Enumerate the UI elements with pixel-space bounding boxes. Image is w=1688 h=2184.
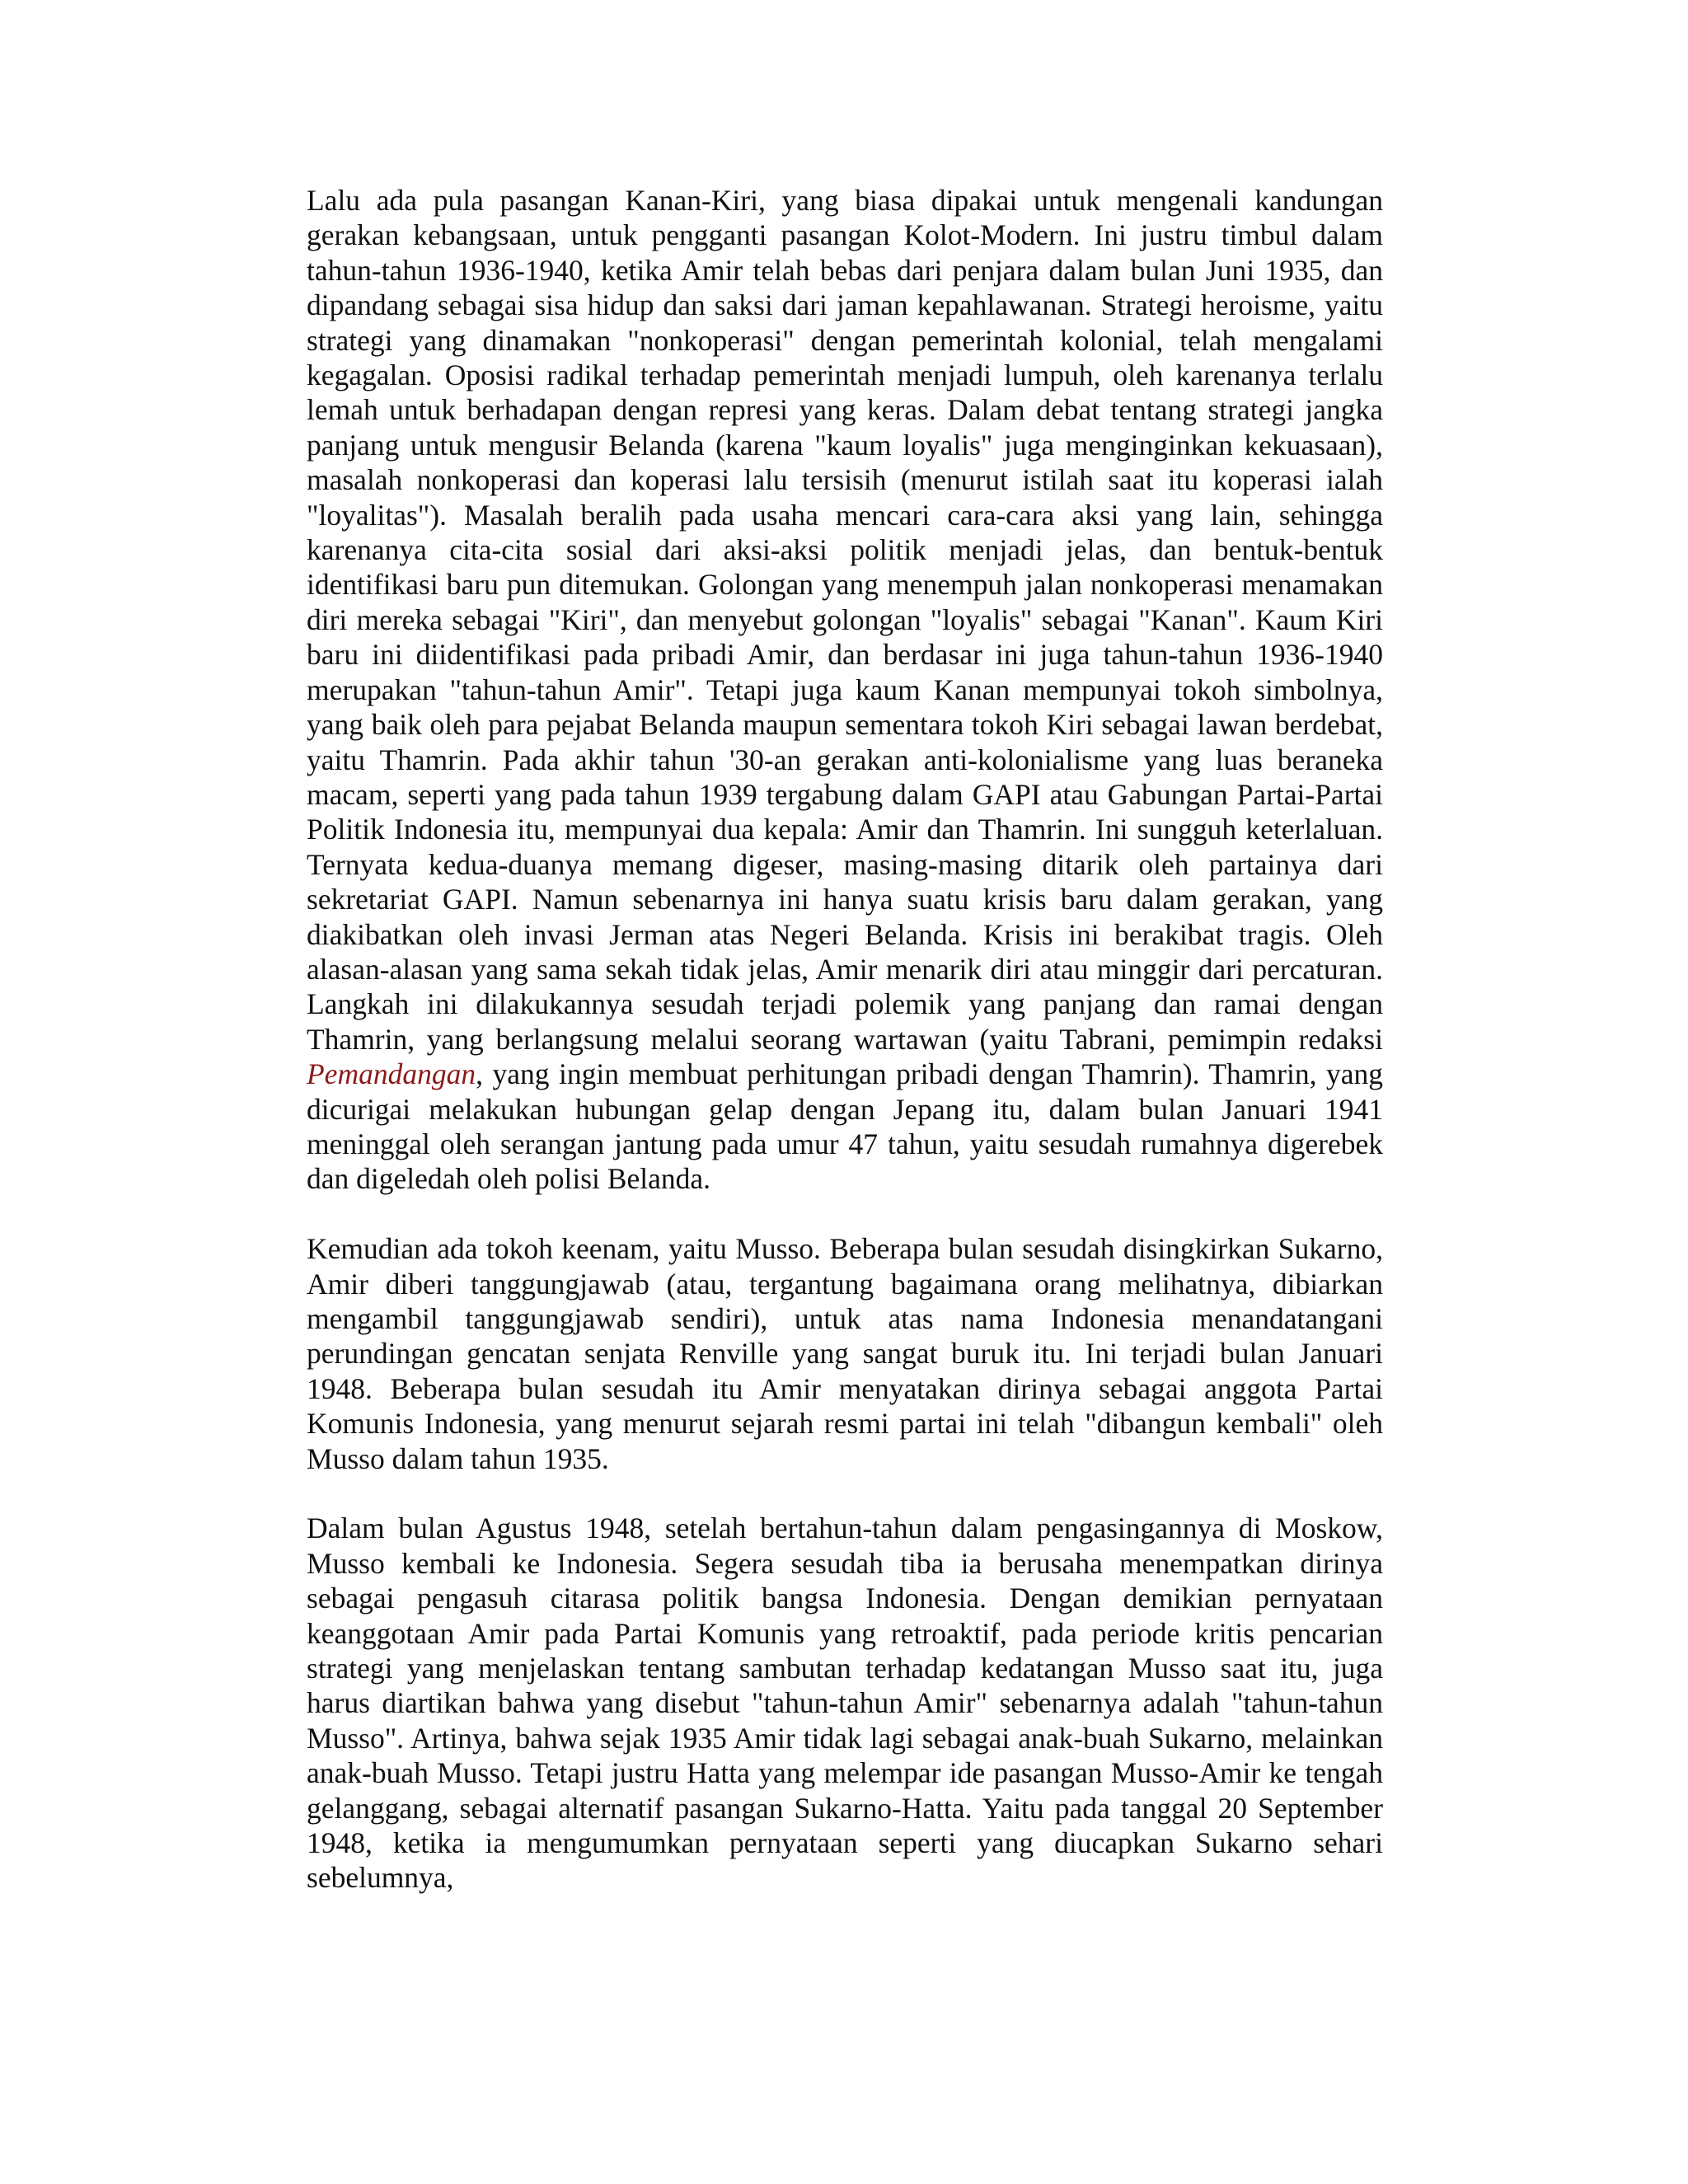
paragraph-1-text-end: , yang ingin membuat perhitungan pribadi dengan Thamrin). Thamrin, yang dicurigai melakukan hubungan gelap dengan Jepang itu, dalam bulan Januari 1941 meninggal oleh serangan jantung pada umur 47 tahun, yaitu sesudah rumahnya digerebek dan digeledah oleh polisi Belanda. xyxy=(307,1057,1383,1196)
paragraph-1-text-start: Lalu ada pula pasangan Kanan-Kiri, yang biasa dipakai untuk mengenali kandungan gerakan kebangsaan, untuk pengganti pasangan Kolot-Modern. Ini justru timbul dalam tahun-tahun 1936-1940, ketika Amir telah bebas dari penjara dalam bulan Juni 1935, dan dipandang sebagai sisa hidup dan saksi dari jaman kepahlawanan. Strategi heroisme, yaitu strategi yang dinamakan "nonkoperasi" dengan pemerintah kolonial, telah mengalami kegagalan. Oposisi radikal terhadap pemerintah menjadi lumpuh, oleh karenanya terlalu lemah untuk berhadapan dengan represi yang keras. Dalam debat tentang strategi jangka panjang untuk mengusir Belanda (karena "kaum loyalis" juga menginginkan kekuasaan), masalah nonkoperasi dan koperasi lalu tersisih (menurut istilah saat itu koperasi ialah "loyalitas"). Masalah beralih pada usaha mencari cara-cara aksi yang lain, sehingga karenanya cita-cita sosial dari aksi-aksi politik menjadi jelas, dan bentuk-bentuk identifikasi baru pun ditemukan. Golongan yang menempuh jalan nonkoperasi menamakan diri mereka sebagai "Kiri", dan menyebut golongan "loyalis" sebagai "Kanan". Kaum Kiri baru ini diidentifikasi pada pribadi Amir, dan berdasar ini juga tahun-tahun 1936-1940 merupakan "tahun-tahun Amir". Tetapi juga kaum Kanan mempunyai tokoh simbolnya, yang baik oleh para pejabat Belanda maupun sementara tokoh Kiri sebagai lawan berdebat, yaitu Thamrin. Pada akhir tahun '30-an gerakan anti-kolonialisme yang luas beraneka macam, seperti yang pada tahun 1939 tergabung dalam GAPI atau Gabungan Partai-Partai Politik Indonesia itu, mempunyai dua kepala: Amir dan Thamrin. Ini sungguh keterlaluan. Ternyata kedua-duanya memang digeser, masing-masing ditarik oleh partainya dari sekretariat GAPI. Namun sebenarnya ini hanya suatu krisis baru dalam gerakan, yang diakibatkan oleh invasi Jerman atas Negeri Belanda. Krisis ini berakibat tragis. Oleh alasan-alasan yang sama sekah tidak jelas, Amir menarik diri atau minggir dari percaturan. Langkah ini dilakukannya sesudah terjadi polemik yang panjang dan ramai dengan Thamrin, yang berlangsung melalui seorang wartawan (yaitu Tabrani, pemimpin redaksi xyxy=(307,184,1383,1056)
document-page xyxy=(307,183,1383,1930)
paragraph-kanan-kiri xyxy=(307,183,1383,1197)
publication-name-pemandangan: Pemandangan xyxy=(307,1057,476,1091)
paragraph-musso-return: Dalam bulan Agustus 1948, setelah bertahun-tahun dalam pengasingannya di Moskow, Musso kembali ke Indonesia. Segera sesudah tiba ia berusaha menempatkan dirinya sebagai pengasuh citarasa politik bangsa Indonesia. Dengan demikian pernyataan keanggotaan Amir pada Partai Komunis yang retroaktif, pada periode kritis pencarian strategi yang menjelaskan tentang sambutan terhadap kedatangan Musso saat itu, juga harus diartikan bahwa yang disebut "tahun-tahun Amir" sebenarnya adalah "tahun-tahun Musso". Artinya, bahwa sejak 1935 Amir tidak lagi sebagai anak-buah Sukarno, melainkan anak-buah Musso. Tetapi justru Hatta yang melempar ide pasangan Musso-Amir ke tengah gelanggang, sebagai alternatif pasangan Sukarno-Hatta. Yaitu pada tanggal 20 September 1948, ketika ia mengumumkan pernyataan seperti yang diucapkan Sukarno sehari sebelumnya, xyxy=(307,1511,1383,1895)
paragraph-musso-intro: Kemudian ada tokoh keenam, yaitu Musso. Beberapa bulan sesudah disingkirkan Sukarno, Amir diberi tanggungjawab (atau, tergantung bagaimana orang melihatnya, dibiarkan mengambil tanggungjawab sendiri), untuk atas nama Indonesia menandatangani perundingan gencatan senjata Renville yang sangat buruk itu. Ini terjadi bulan Januari 1948. Beberapa bulan sesudah itu Amir menyatakan dirinya sebagai anggota Partai Komunis Indonesia, yang menurut sejarah resmi partai ini telah "dibangun kembali" oleh Musso dalam tahun 1935. xyxy=(307,1232,1383,1475)
